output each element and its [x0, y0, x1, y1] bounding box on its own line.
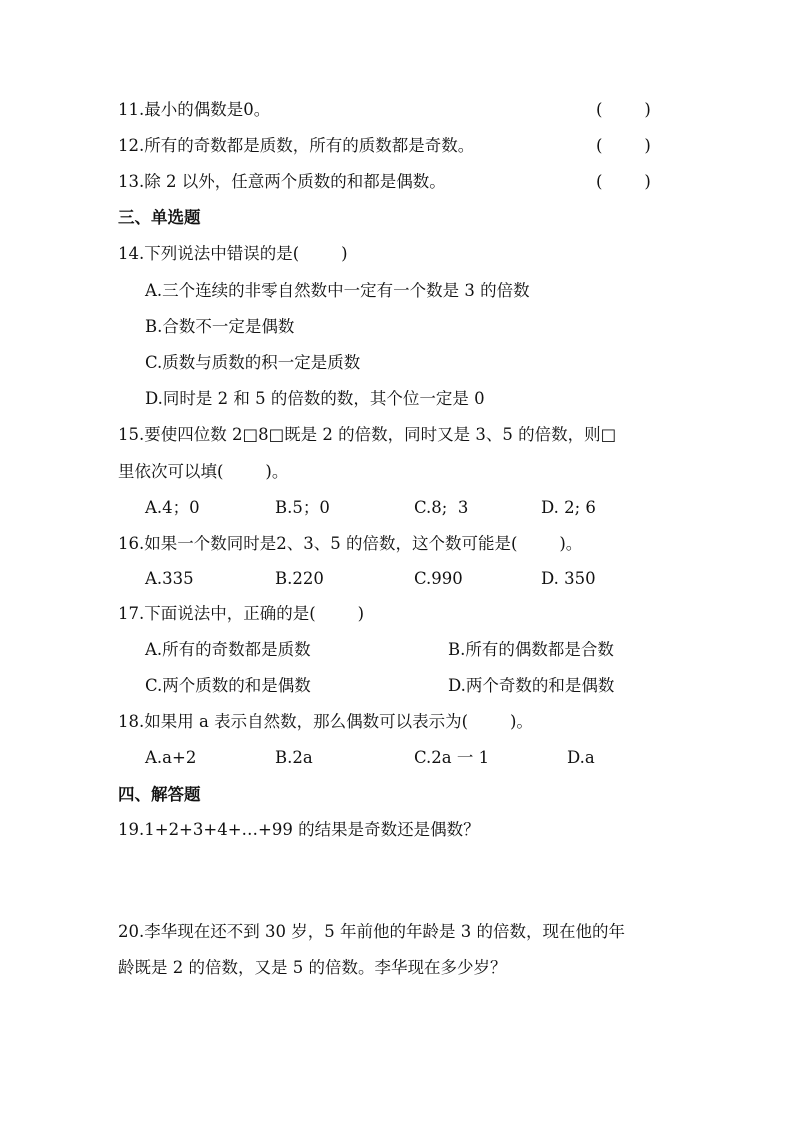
q15-option-a[interactable]: A.4；0	[145, 498, 200, 517]
q16-option-d[interactable]: D. 350	[541, 569, 596, 588]
q15-option-b[interactable]: B.5；0	[275, 498, 330, 517]
question-18-stem: 18.如果用 a 表示自然数，那么偶数可以表示为( )。	[118, 712, 533, 731]
q17-option-b[interactable]: B.所有的偶数都是合数	[448, 640, 614, 659]
q17-option-a[interactable]: A.所有的奇数都是质数	[145, 640, 311, 659]
section-title-problems: 四、解答题	[118, 785, 201, 804]
question-15-stem-line1: 15.要使四位数 2□8□既是 2 的倍数，同时又是 3、5 的倍数，则□	[118, 425, 617, 444]
q16-option-b[interactable]: B.220	[275, 569, 324, 588]
question-17-stem: 17.下面说法中，正确的是( )	[118, 604, 365, 623]
q14-option-d[interactable]: D.同时是 2 和 5 的倍数的数，其个位一定是 0	[145, 389, 485, 408]
question-16-stem: 16.如果一个数同时是2、3、5 的倍数，这个数可能是( )。	[118, 534, 583, 553]
section-title-single-choice: 三、单选题	[118, 208, 201, 227]
question-12: 12.所有的奇数都是质数，所有的质数都是奇数。	[118, 136, 475, 155]
question-19: 19.1+2+3+4+…+99 的结果是奇数还是偶数？	[118, 820, 480, 839]
q14-option-c[interactable]: C.质数与质数的积一定是质数	[145, 353, 361, 372]
q14-option-a[interactable]: A.三个连续的非零自然数中一定有一个数是 3 的倍数	[145, 281, 530, 300]
q15-option-d[interactable]: D. 2; 6	[541, 498, 596, 517]
question-14-stem: 14.下列说法中错误的是( )	[118, 244, 348, 263]
q18-option-b[interactable]: B.2a	[275, 748, 313, 767]
question-20-line1: 20.李华现在还不到 30 岁，5 年前他的年龄是 3 的倍数，现在他的年	[118, 922, 625, 941]
answer-blank-13[interactable]: ( )	[596, 172, 651, 191]
q17-option-d[interactable]: D.两个奇数的和是偶数	[448, 676, 615, 695]
q15-option-c[interactable]: C.8; 3	[414, 498, 469, 517]
answer-blank-12[interactable]: ( )	[596, 136, 651, 155]
q18-option-c[interactable]: C.2a 一 1	[414, 748, 490, 767]
q18-option-a[interactable]: A.a+2	[145, 748, 197, 767]
answer-blank-11[interactable]: ( )	[596, 100, 651, 119]
question-15-stem-line2: 里依次可以填( )。	[118, 462, 289, 481]
q14-option-b[interactable]: B.合数不一定是偶数	[145, 317, 295, 336]
question-20-line2: 龄既是 2 的倍数，又是 5 的倍数。李华现在多少岁？	[118, 958, 507, 977]
question-13: 13.除 2 以外，任意两个质数的和都是偶数。	[118, 172, 446, 191]
question-11: 11.最小的偶数是0。	[118, 100, 271, 119]
q17-option-c[interactable]: C.两个质数的和是偶数	[145, 676, 311, 695]
q16-option-c[interactable]: C.990	[414, 569, 463, 588]
q18-option-d[interactable]: D.a	[567, 748, 595, 767]
q16-option-a[interactable]: A.335	[145, 569, 194, 588]
